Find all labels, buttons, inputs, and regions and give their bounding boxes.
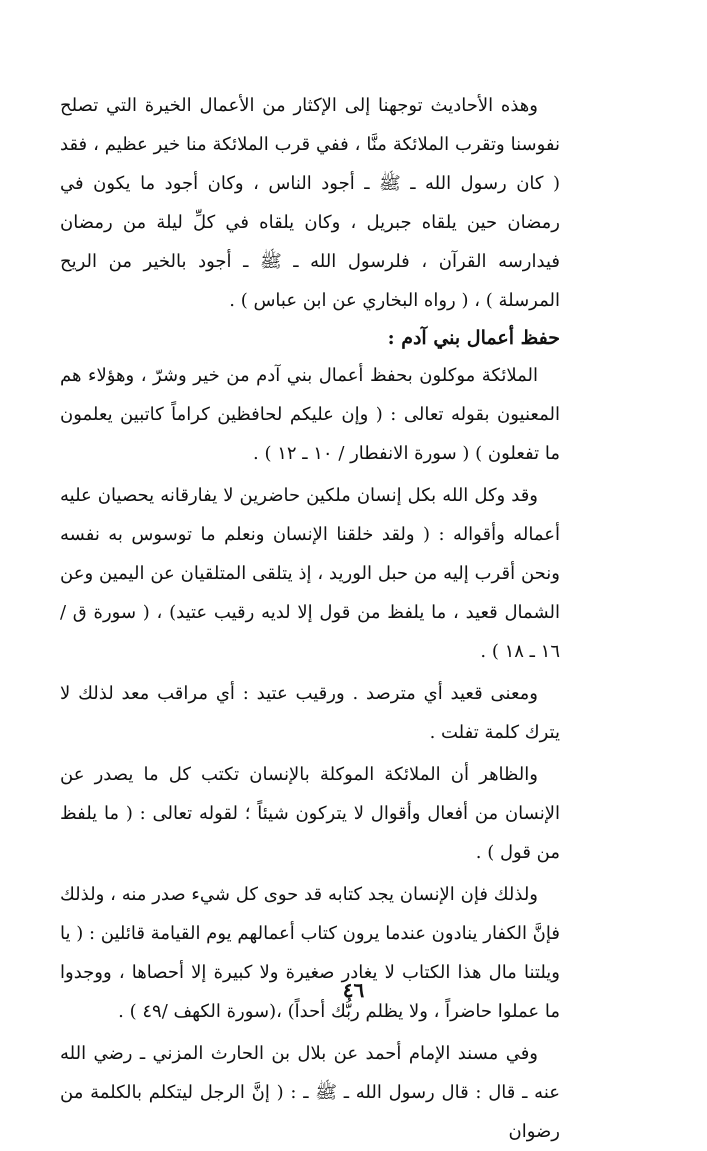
paragraph-meaning-qaeed: ومعنى قعيد أي مترصد . ورقيب عتيد : أي مراقب معد لذلك لا يترك كلمة تفلت .	[60, 683, 560, 743]
paragraph-book-of-deeds: ولذلك فإن الإنسان يجد كتابه قد حوى كل شيء صدر منه ، ولذلك فإنَّ الكفار ينادون عندما يرون كتاب أعمالهم يوم القيامة قائلين : ( يا ويلتنا مال هذا الكتاب لا يغادر صغيرة ولا كبيرة إلا أحصاها ، ووجدوا ما عملوا حاضراً ، ولا يظلم ربُّك أحداً) ،(سورة الكهف /٤٩ ) .	[60, 884, 560, 1022]
paragraph-two-angels: وقد وكل الله بكل إنسان ملكين حاضرين لا يفارقانه يحصيان عليه أعماله وأقواله : ( ولقد خلقنا الإنسان ونعلم ما توسوس به نفسه ونحن أقرب إليه من حبل الوريد ، إذ يتلقى المتلقيان عن اليمين وعن الشمال قعيد ، ما يلفظ من قول إلا لديه رقيب عتيد) ، ( سورة ق /١٦ ـ ١٨ ) .	[60, 485, 560, 662]
page-number: ٤٦	[342, 978, 365, 1002]
paragraph-angels-good-deeds: وهذه الأحاديث توجهنا إلى الإكثار من الأعمال الخيرة التي تصلح نفوسنا وتقرب الملائكة منَّا ، ففي قرب الملائكة منا خير عظيم ، فقد ( كان رسول الله ـ ﷺ ـ أجود الناس ، وكان أجود ما يكون في رمضان حين يلقاه جبريل ، وكان يلقاه في كلِّ ليلة من رمضان فيدارسه القرآن ، فلرسول الله ـ ﷺ ـ أجود بالخير من الريح المرسلة ) ، ( رواه البخاري عن ابن عباس ) .	[60, 95, 560, 311]
paragraph-musnad-ahmad: وفي مسند الإمام أحمد عن بلال بن الحارث المزني ـ رضي الله عنه ـ قال : قال رسول الله ـ ﷺ ـ : ( إنَّ الرجل ليتكلم بالكلمة من رضوان	[60, 1043, 560, 1142]
paragraph-angels-write-all: والظاهر أن الملائكة الموكلة بالإنسان تكتب كل ما يصدر عن الإنسان من أفعال وأقوال لا يتركون شيئاً ؛ لقوله تعالى : ( ما يلفظ من قول ) .	[60, 764, 560, 863]
section-heading: حفظ أعمال بني آدم :	[387, 327, 560, 349]
paragraph-angels-record: الملائكة موكلون بحفظ أعمال بني آدم من خير وشرّ ، وهؤلاء هم المعنيون بقوله تعالى : ( وإن عليكم لحافظين كراماً كاتبين يعلمون ما تفعلون ) ( سورة الانفطار / ١٠ ـ ١٢ ) .	[60, 365, 560, 464]
